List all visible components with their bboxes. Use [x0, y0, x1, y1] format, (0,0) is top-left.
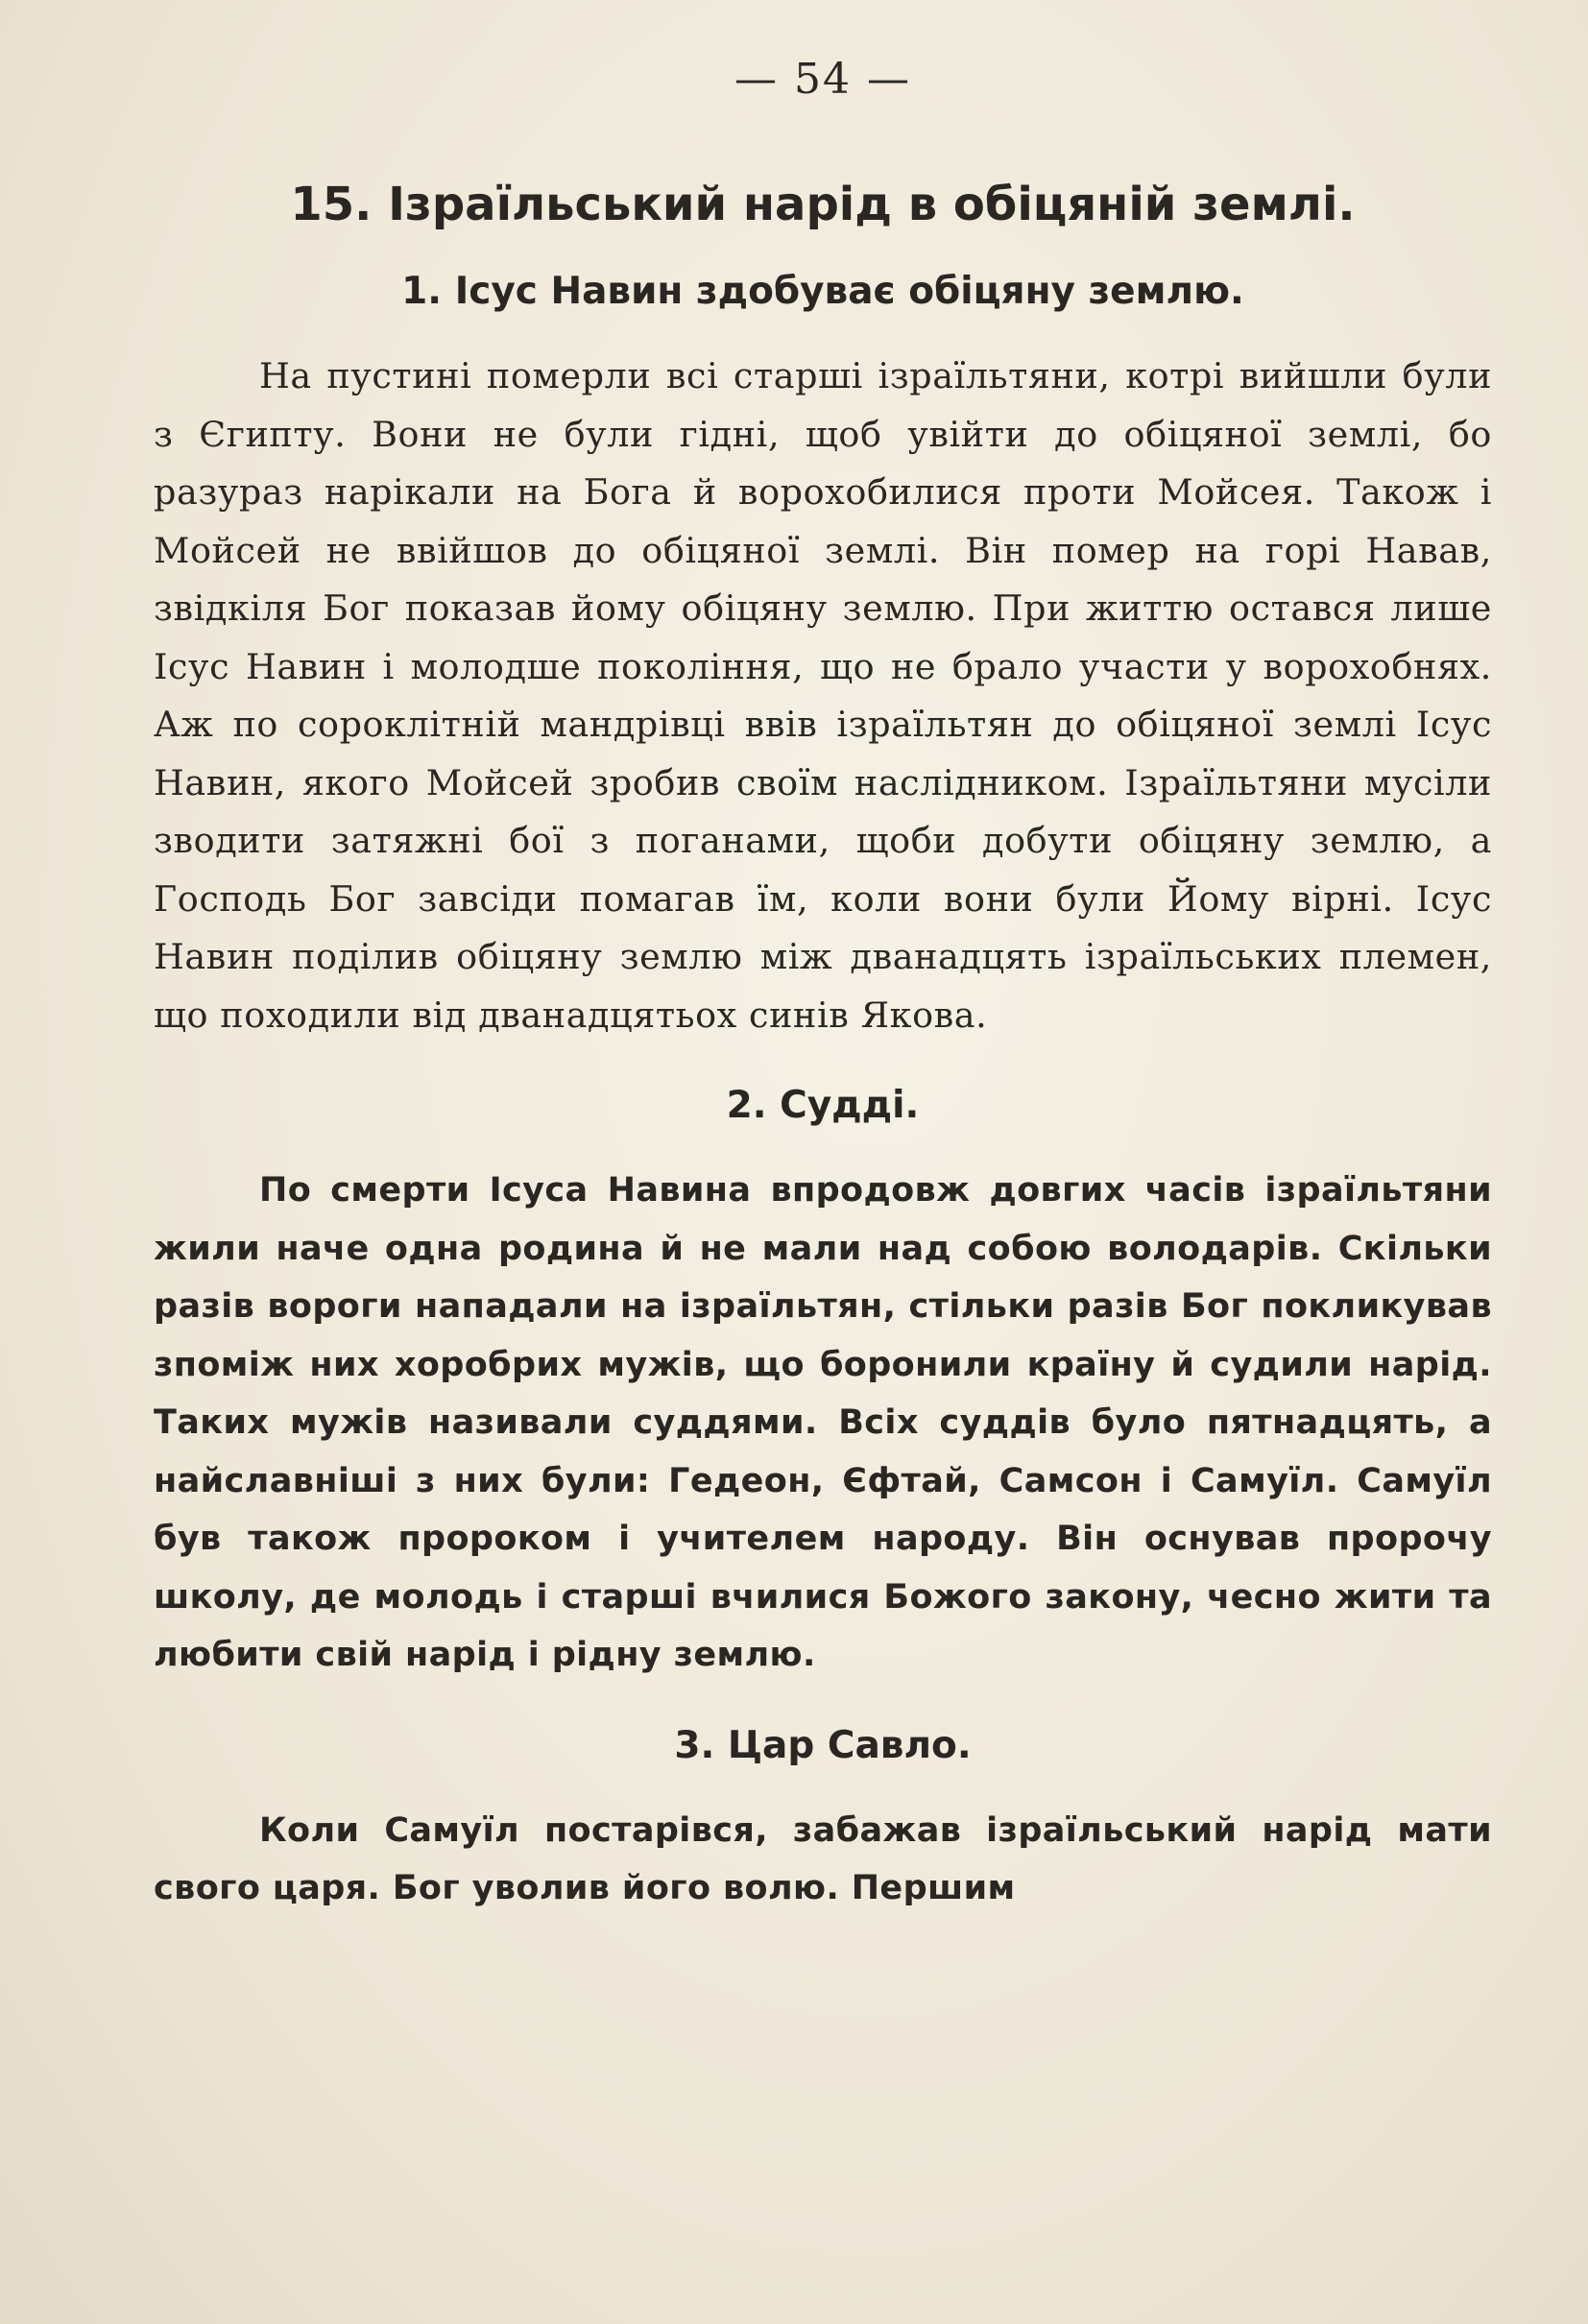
section-title-joshua: 1. Ісус Навин здобуває обіцяну землю. — [401, 270, 1244, 313]
section-text-king-saul: Коли Самуїл постарівся, забажав ізраїльський нарід мати свого царя. Бог уволив його волю. Першим — [154, 1810, 1492, 1907]
section-text-joshua: На пустині померли всі старші ізраїльтяни, котрі вийшли були з Єгипту. Вони не були гідні, щоб увійти до обіцяної землі, бо разураз нарікали на Бога й ворохобилися проти Мойсея. Також і Мойсей не ввійшов до обіцяної землі. Він помер на горі Навав, звідкіля Бог показав йому обіцяну землю. При життю остався лише Ісус Навин і молодше покоління, що не брало участи у ворохобнях. Аж по сороклітній мандрівці ввів ізраїльтян до обіцяної землі Ісус Навин, якого Мойсей зробив своїм наслідником. Ізраїльтяни мусіли зводити затяжні бої з поганами, щоби добути обіцяну землю, а Господь Бог завсіди помагав їм, коли вони були Йому вірні. Ісус Навин поділив обіцяну землю між дванадцять ізраїльських племен, що походили від дванадцятьох синів Якова. — [154, 355, 1492, 1036]
page-number: — 54 — — [734, 55, 911, 104]
chapter-title: 15. Ізраїльський нарід в обіцяній землі. — [290, 178, 1356, 231]
section-title-king-saul: 3. Цар Савло. — [674, 1723, 972, 1767]
section-text-judges: По смерти Ісуса Навина впродовж довгих часів ізраїльтяни жили наче одна родина й не мали над собою володарів. Скільки разів вороги нападали на ізраїльтян, стільки разів Бог покликував зпоміж них хоробрих мужів, що боронили країну й судили нарід. Таких мужів називали суддями. Всіх суддів було пятнадцять, а найславніші з них були: Гедеон, Єфтай, Самсон і Самуїл. Самуїл був також пророком і учителем народу. Він оснував пророчу школу, де молодь і старші вчилися Божого закону, чесно жити та любити свій нарід і рідну землю. — [154, 1171, 1492, 1674]
section-title-judges: 2. Судді. — [726, 1084, 920, 1127]
